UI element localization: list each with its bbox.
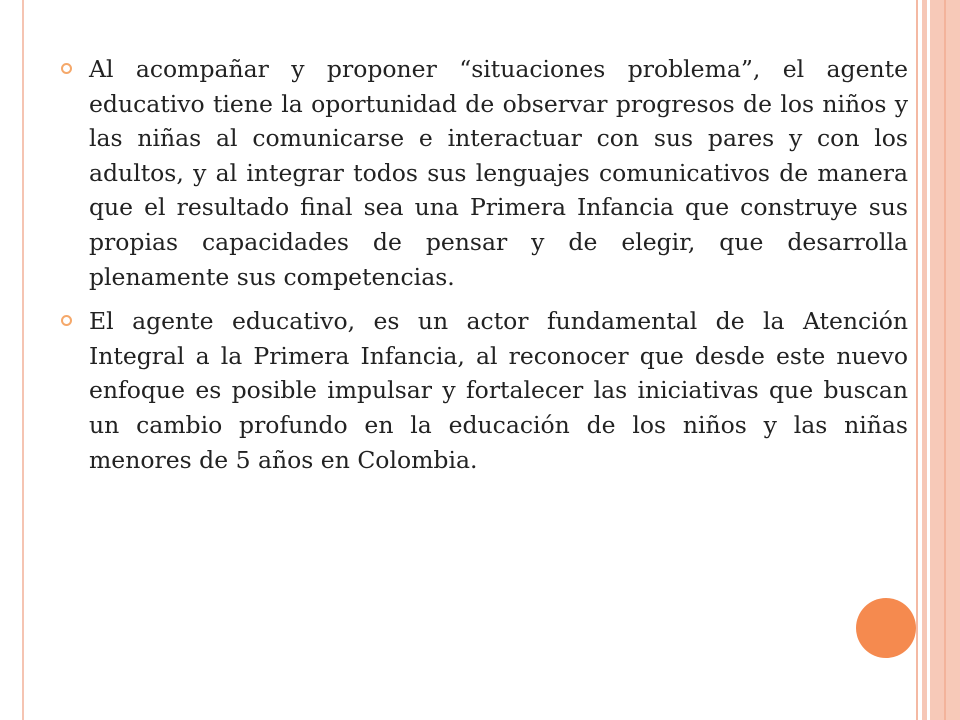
- right-stripe-inner-line: [944, 0, 946, 720]
- open-circle-bullet-icon: [60, 314, 73, 327]
- right-stripe-thin: [916, 0, 918, 720]
- bullet-item-1: [60, 52, 908, 294]
- left-accent-line: [22, 0, 24, 720]
- slide-content: [60, 52, 908, 487]
- orange-circle-decoration: [856, 598, 916, 658]
- bullet-text: Al acompañar y proponer “situaciones problema”, el agente educativo tiene la oportunidad de observar progresos de los niños y las niñas al comunicarse e interactuar con sus pares y con los adultos, y al integrar todos sus lenguajes comunicativos de manera que el resultado final sea una Primera Infancia que construye sus propias capacidades de pensar y de elegir, que desarrolla plenamente sus competencias.: [89, 55, 908, 291]
- open-circle-bullet-icon: [60, 62, 73, 75]
- bullet-text: El agente educativo, es un actor fundamental de la Atención Integral a la Primera Infancia, al reconocer que desde este nuevo enfoque es posible impulsar y fortalecer las iniciativas que buscan un cambio profundo en la educación de los niños y las niñas menores de 5 años en Colombia.: [89, 307, 908, 474]
- bullet-item-2: [60, 304, 908, 477]
- right-stripe-medium: [922, 0, 927, 720]
